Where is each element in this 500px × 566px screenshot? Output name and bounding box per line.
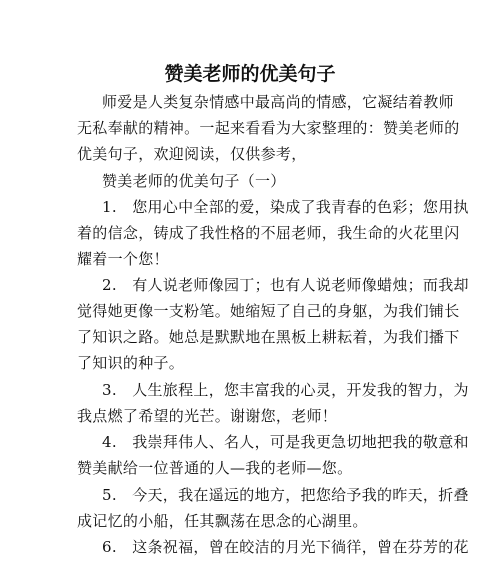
- paragraph-line: 5. 今天，我在遥远的地方，把您给予我的昨天，折叠: [102, 486, 469, 504]
- paragraph-line: 我点燃了希望的光芒。谢谢您，老师！: [77, 407, 338, 425]
- paragraph-line: 了知识的种子。: [77, 354, 185, 372]
- document-title: 赞美老师的优美句子: [164, 63, 336, 85]
- paragraph-line: 耀着一个您！: [77, 250, 169, 268]
- paragraph-line: 1. 您用心中全部的爱，染成了我青春的色彩；您用执: [102, 198, 469, 216]
- paragraph-line: 2. 有人说老师像园丁；也有人说老师像蜡烛；而我却: [102, 276, 469, 294]
- paragraph-line: 4. 我崇拜伟人、名人，可是我更急切地把我的敬意和: [102, 433, 469, 451]
- paragraph-line: 6. 这条祝福，曾在皎洁的月光下徜徉，曾在芬芳的花: [102, 538, 469, 556]
- paragraph-line: 着的信念，铸成了我性格的不屈老师，我生命的火花里闪: [77, 224, 460, 242]
- paragraph-line: 赞美献给一位普通的人—我的老师—您。: [77, 459, 353, 477]
- paragraph-line: 师爱是人类复杂情感中最高尚的情感，它凝结着教师: [102, 93, 454, 111]
- paragraph-line: 觉得她更像一支粉笔。她缩短了自己的身躯，为我们铺长: [77, 302, 460, 320]
- paragraph-line: 无私奉献的精神。一起来看看为大家整理的：赞美老师的: [77, 119, 460, 137]
- paragraph-line: 3. 人生旅程上，您丰富我的心灵，开发我的智力，为: [102, 381, 469, 399]
- paragraph-line: 了知识之路。她总是默默地在黑板上耕耘着，为我们播下: [77, 328, 460, 346]
- paragraph-line: 优美句子，欢迎阅读，仅供参考，: [77, 145, 307, 163]
- paragraph-line: 成记忆的小船，任其飘荡在思念的心湖里。: [77, 512, 368, 530]
- section-heading: 赞美老师的优美句子（一）: [102, 172, 286, 190]
